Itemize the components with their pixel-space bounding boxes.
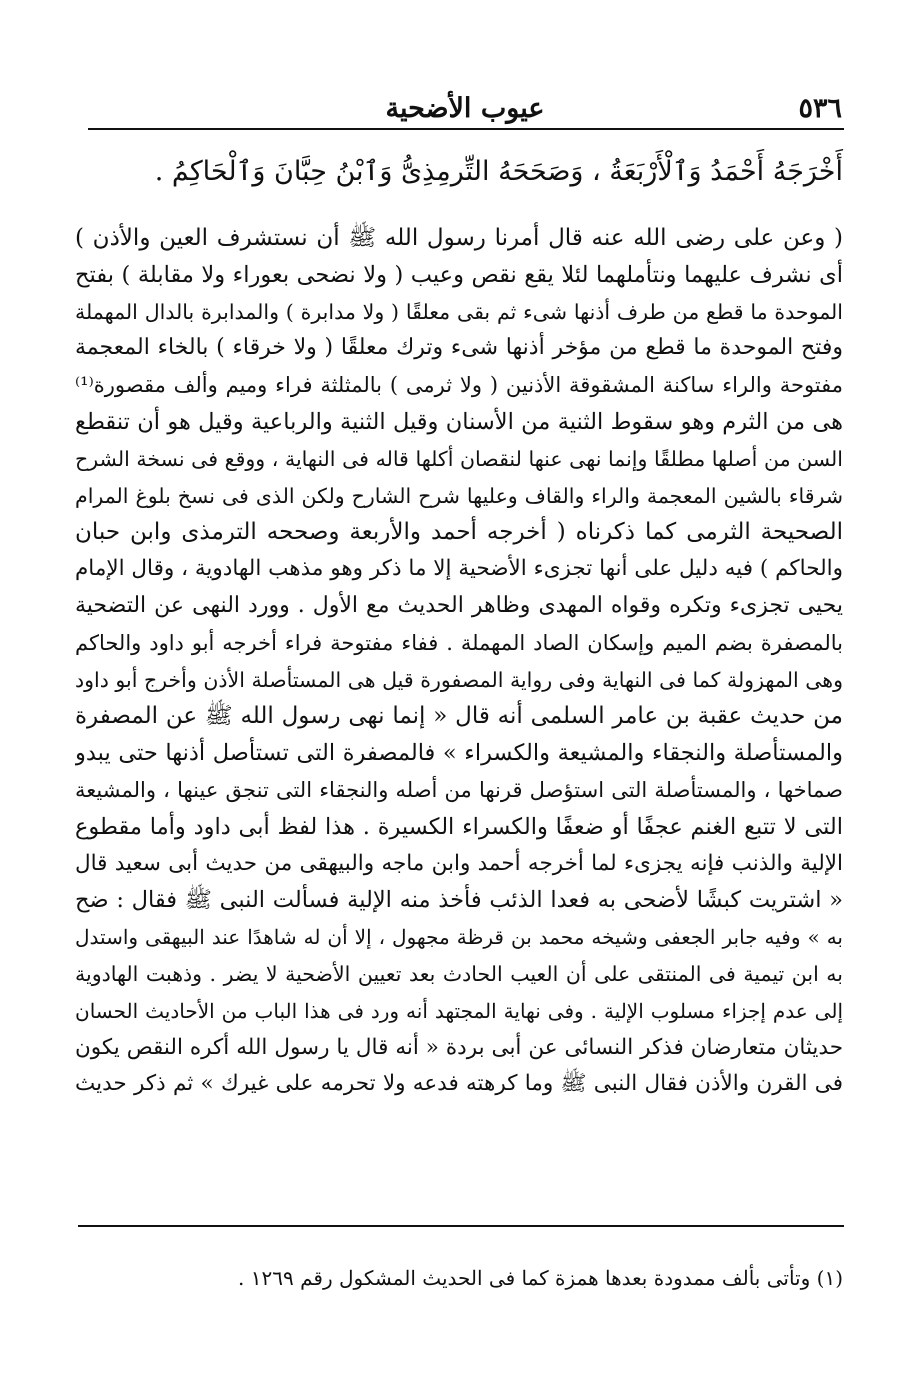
body-line: مفتوحة والراء ساكنة المشقوقة الأذنين ( ولا ثرمى ) بالمثلثة فراء وميم وألف مقصورة⁽¹⁾ <box>75 373 843 398</box>
body-line: به ابن تيمية فى المنتقى على أن العيب الحادث بعد تعيين الأضحية لا يضر . وذهبت الهادوية <box>75 961 843 986</box>
body-line: أى نشرف عليهما ونتأملهما لئلا يقع نقص وعيب ( ولا نضحى بعوراء ولا مقابلة ) بفتح <box>75 261 843 288</box>
body-line: فى القرن والأذن فقال النبى ﷺ وما كرهته فدعه ولا تحرمه على غيرك » ثم ذكر حديث <box>75 1071 843 1097</box>
body-line: من حديث عقبة بن عامر السلمى أنه قال « إنما نهى رسول الله ﷺ عن المصفرة <box>75 703 843 730</box>
body-line: يحيى تجزىء وتكره وقواه المهدى وظاهر الحديث مع الأول . وورد النهى عن التضحية <box>75 592 843 618</box>
footnote-rule <box>78 1225 844 1227</box>
body-line: وفتح الموحدة ما قطع من مؤخر أذنها شىء وترك معلقًا ( ولا خرقاء ) بالخاء المعجمة <box>75 335 843 361</box>
body-line: والحاكم ) فيه دليل على أنها تجزىء الأضحية إلا ما ذكر وهو مذهب الهادوية ، وقال الإمام <box>75 556 843 582</box>
body-line: به » وفيه جابر الجعفى وشيخه محمد بن قرظة مجهول ، إلا أن له شاهدًا عند البيهقى واستدل <box>75 925 843 950</box>
body-line: الصحيحة الثرمى كما ذكرناه ( أخرجه أحمد والأربعة وصححه الترمذى وابن حبان <box>75 519 843 546</box>
body-line: شرقاء بالشين المعجمة والراء والقاف وعليها شرح الشارح ولكن الذى فى نسخ بلوغ المرام <box>75 483 843 508</box>
page-number: ٥٣٦ <box>798 93 842 124</box>
body-line: الموحدة ما قطع من طرف أذنها شىء ثم بقى معلقًا ( ولا مدابرة ) والمدابرة بالدال المهملة <box>75 299 843 324</box>
body-line: هى من الثرم وهو سقوط الثنية من الأسنان وقيل الثنية والرباعية وقيل هو أن تنقطع <box>75 408 843 435</box>
body-line: ( وعن على رضى الله عنه قال أمرنا رسول الله ﷺ أن نستشرف العين والأذن ) <box>75 225 843 251</box>
header-rule <box>88 128 844 130</box>
running-title: عيوب الأضحية <box>385 93 545 124</box>
body-line: صماخها ، والمستأصلة التى استؤصل قرنها من أصله والنجقاء التى تنجق عينها ، والمشيعة <box>75 777 843 802</box>
body-line: بالمصفرة بضم الميم وإسكان الصاد المهملة . ففاء مفتوحة فراء أخرجه أبو داود والحاكم <box>75 630 843 655</box>
hadith-text: أَخْرَجَهُ أَحْمَدُ وَٱلْأَرْبَعَةُ ، وَصَحَحَهُ التِّرمِذِىُّ وَٱبْنُ حِبَّانَ وَٱلْحَاكِمُ . <box>154 156 843 187</box>
footnote: (١) وتأتى بألف ممدودة بعدها همزة كما فى الحديث المشكول رقم ١٢٦٩ . <box>238 1266 843 1290</box>
body-line: إلى عدم إجزاء مسلوب الإلية . وفى نهاية المجتهد أنه ورد فى هذا الباب من الأحاديث الحسان <box>75 998 843 1023</box>
body-line: وهى المهزولة كما فى النهاية وفى رواية المصفورة قيل هى المستأصلة الأذن وأخرج أبو داود <box>75 667 843 692</box>
page-header <box>88 92 842 126</box>
commentary-body <box>75 220 843 1103</box>
body-line: الإلية والذنب فإنه يجزىء لما أخرجه أحمد وابن ماجه والبيهقى من حديث أبى سعيد قال <box>75 850 843 876</box>
body-line: التى لا تتبع الغنم عجفًا أو ضعفًا والكسراء الكسيرة . هذا لفظ أبى داود وأما مقطوع <box>75 813 843 840</box>
body-line: والمستأصلة والنجقاء والمشيعة والكسراء » فالمصفرة التى تستأصل أذنها حتى يبدو <box>75 740 843 767</box>
body-line: « اشتريت كبشًا لأضحى به فعدا الذئب فأخذ منه الإلية فسألت النبى ﷺ فقال : ضح <box>75 887 843 914</box>
body-line: السن من أصلها مطلقًا وإنما نهى عنها لنقصان أكلها قاله فى النهاية ، ووقع فى نسخة الشرح <box>75 446 843 471</box>
body-line: حديثان متعارضان فذكر النسائى عن أبى بردة « أنه قال يا رسول الله أكره النقص يكون <box>75 1034 843 1060</box>
